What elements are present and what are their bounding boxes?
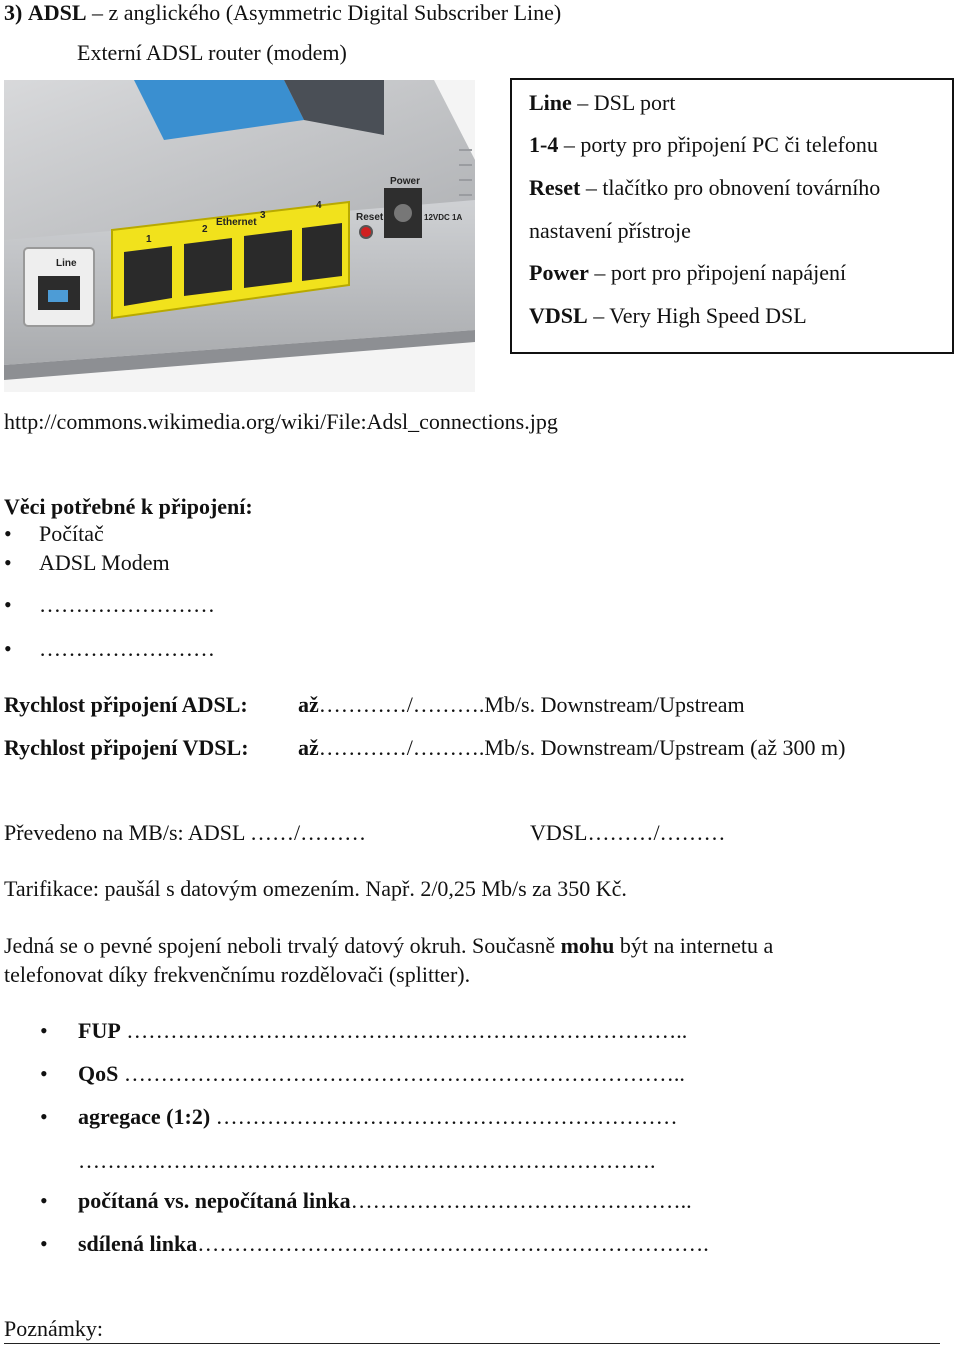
ethernet-label: Ethernet	[216, 217, 257, 228]
section-number: 3)	[4, 0, 23, 25]
section-heading-rest: – z anglického (Asymmetric Digital Subscriber Line)	[86, 0, 562, 25]
legend-reset-cont: nastavení přístroje	[529, 218, 691, 243]
port-1-label: 1	[146, 234, 152, 245]
term-shared-line: • sdílená linka…………………………………………………………….	[40, 1231, 709, 1256]
legend-vdsl: VDSL – Very High Speed DSL	[529, 303, 807, 328]
tariff-text: Tarifikace: paušál s datovým omezením. Např. 2/0,25 Mb/s za 350 Kč.	[4, 876, 627, 901]
converted-adsl: Převedeno na MB/s: ADSL ……/………	[4, 820, 367, 845]
port-2-label: 2	[202, 224, 208, 235]
section-term: ADSL	[27, 0, 87, 25]
legend-power: Power – port pro připojení napájení	[529, 260, 847, 285]
term-counted-line: • počítaná vs. nepočítaná linka………………………………………..	[40, 1188, 692, 1213]
term-aggregation-cont: …………………………………………………………………….	[78, 1148, 656, 1173]
paragraph-line-1: Jedná se o pevné spojení neboli trvalý datový okruh. Současně mohu být na internetu a	[4, 933, 774, 958]
legend-reset: Reset – tlačítko pro obnovení továrního	[529, 175, 881, 200]
speed-adsl: Rychlost připojení ADSL: až…………/……….Mb/s. Downstream/Upstream	[4, 692, 745, 717]
port-legend-box	[510, 78, 954, 354]
notes-divider	[4, 1343, 940, 1344]
legend-ports: 1-4 – porty pro připojení PC či telefonu	[529, 132, 878, 157]
needs-title: Věci potřebné k připojení:	[4, 494, 253, 519]
source-url: http://commons.wikimedia.org/wiki/File:Adsl_connections.jpg	[4, 409, 558, 434]
section-heading	[4, 0, 561, 25]
paragraph-line-2: telefonovat díky frekvenčnímu rozdělovači (splitter).	[4, 962, 471, 987]
power-label: Power	[390, 176, 421, 187]
speed-vdsl: Rychlost připojení VDSL: až…………/……….Mb/s. Downstream/Upstream (až 300 m)	[4, 735, 846, 760]
port-3-label: 3	[260, 210, 266, 221]
voltage-label: 12VDC 1A	[424, 213, 463, 222]
reset-label: Reset	[356, 212, 384, 223]
subheading: Externí ADSL router (modem)	[77, 40, 347, 65]
line-label: Line	[56, 258, 77, 269]
reset-button-icon	[360, 226, 372, 238]
term-qos: • QoS …………………………………………………………………..	[40, 1061, 685, 1086]
term-fup: • FUP …………………………………………………………………..	[40, 1018, 688, 1043]
term-aggregation: • agregace (1:2) ………………………………………………………	[40, 1104, 678, 1129]
port-4-label: 4	[316, 200, 322, 211]
notes-label: Poznámky:	[4, 1316, 103, 1341]
converted-vdsl: VDSL………/………	[530, 820, 726, 845]
router-photo	[4, 80, 475, 392]
legend-line: Line – DSL port	[529, 90, 676, 115]
